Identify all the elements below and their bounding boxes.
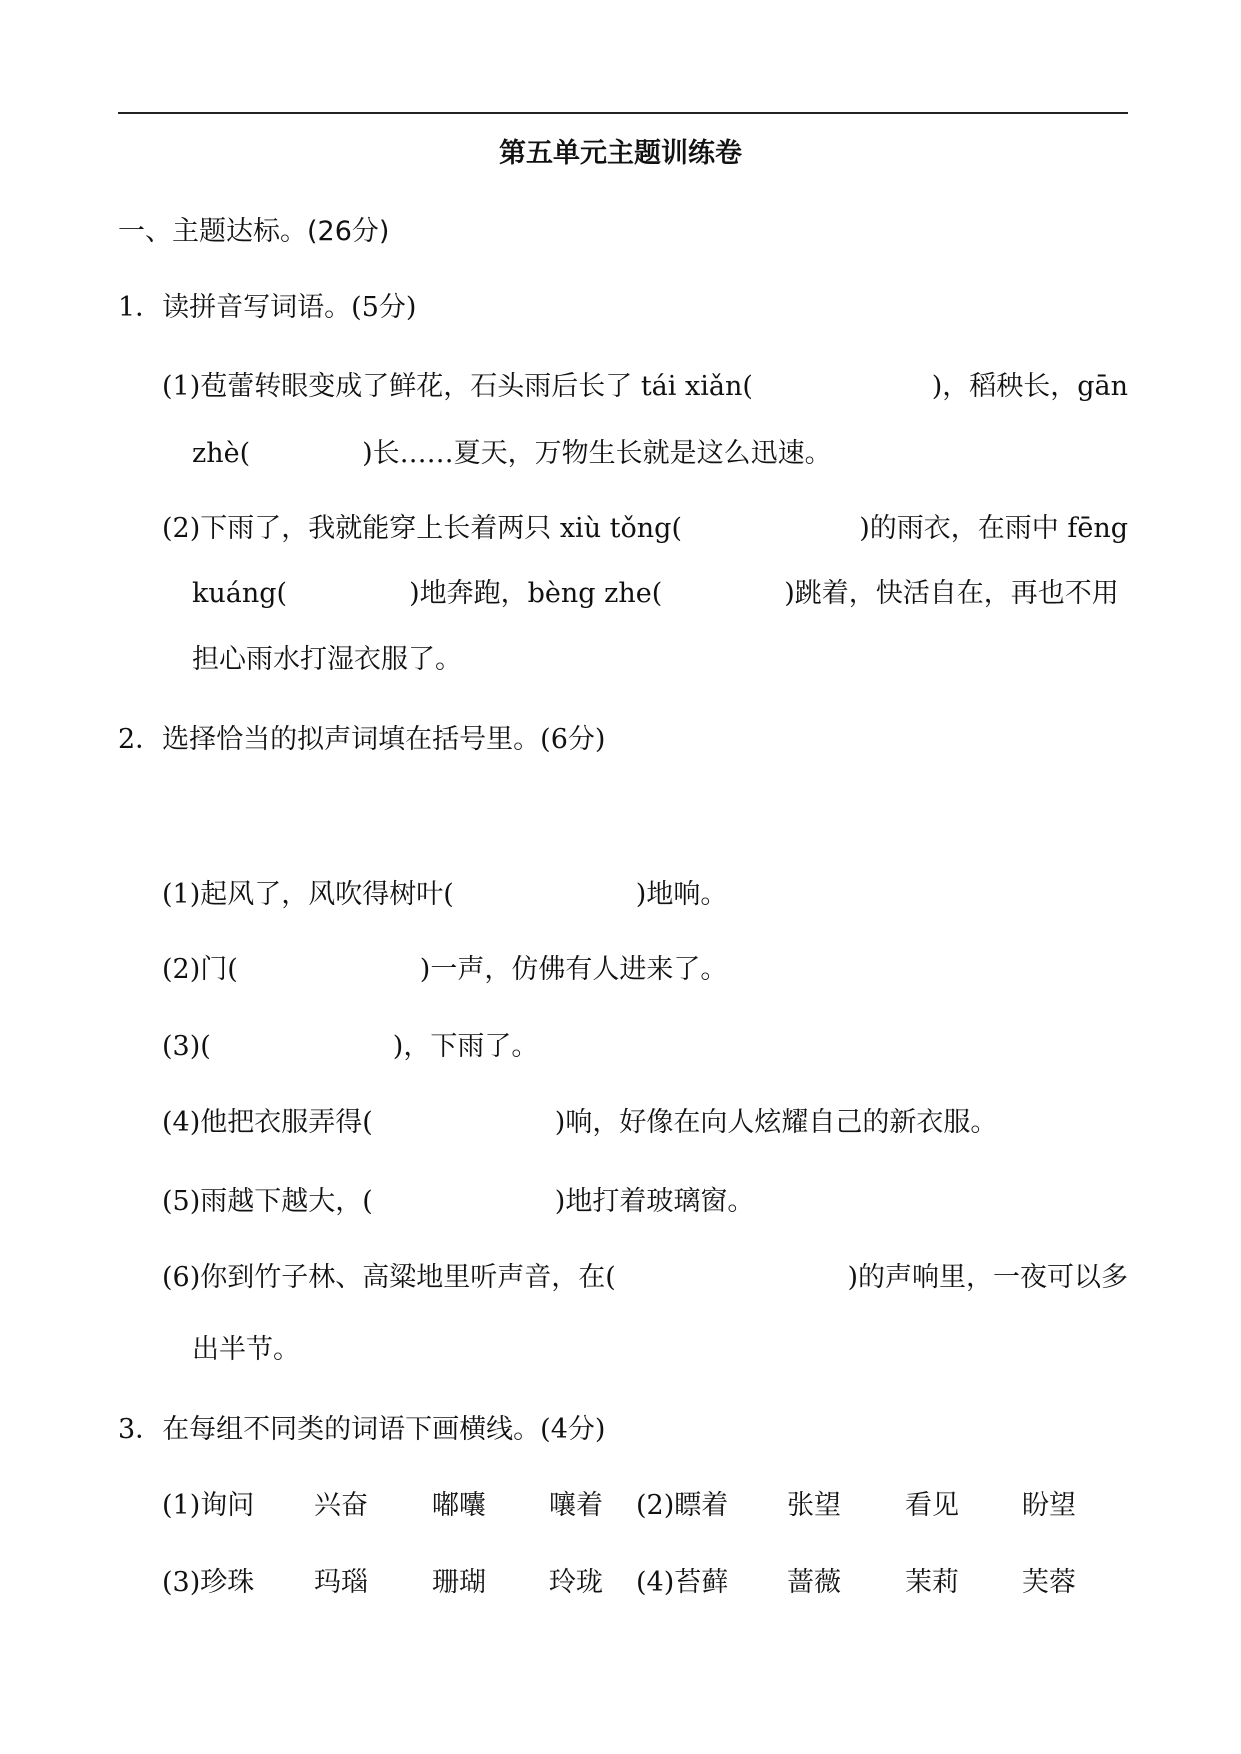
text-segment: )地打着玻璃窗。 [554,1186,755,1217]
text-segment: )跳着，快活自在，再也不用 [784,578,1119,609]
text-segment: (3)( [162,1031,211,1062]
q1-item-2-line-3: 担心雨水打湿衣服了。 [192,644,462,675]
q2-item-3 [162,1027,538,1067]
text-segment: (6)你到竹子林、高粱地里听声音，在( [162,1262,616,1293]
text-segment: zhè( [192,438,251,469]
q1-item-2-line-1 [162,509,1128,549]
answer-blank[interactable] [717,509,825,549]
word-item[interactable]: 张望 [787,1490,841,1521]
question-1-heading: 1．读拼音写词语。(5分) [118,292,417,323]
text-segment: (2)下雨了，我就能穿上长着两只 xiù tǒng( [162,513,682,544]
word-item[interactable]: 芙蓉 [1022,1567,1076,1598]
word-item[interactable]: 玛瑙 [314,1567,368,1598]
word-item[interactable]: 茉莉 [905,1567,959,1598]
word-item[interactable]: 嘟囔 [432,1490,486,1521]
word-item[interactable]: 兴奋 [314,1490,368,1521]
text-segment: kuáng( [192,578,288,609]
answer-blank[interactable] [657,1258,807,1298]
question-2-heading: 2．选择恰当的拟声词填在括号里。(6分) [118,724,606,755]
q1-item-1-line-2 [192,434,832,474]
word-item[interactable]: 看见 [905,1490,959,1521]
text-segment: )地响。 [635,879,728,910]
text-segment: )的雨衣，在雨中 fēng [859,513,1128,544]
text-segment: )长……夏天，万物生长就是这么迅速。 [362,438,832,469]
text-segment: )一声，仿佛有人进来了。 [419,954,728,985]
word-item[interactable]: (4)苔藓 [636,1567,729,1598]
q2-item-2 [162,950,727,990]
text-segment: )，下雨了。 [392,1031,539,1062]
q2-item-1 [162,875,727,915]
text-segment: )，稻秧长，gān [931,371,1128,402]
q2-item-4 [162,1103,997,1143]
text-segment: )地奔跑，bèng zhe( [409,578,663,609]
text-segment: )的声响里，一夜可以多 [847,1262,1128,1293]
word-item[interactable]: 玲珑 [549,1567,603,1598]
word-item[interactable]: (3)珍珠 [162,1567,255,1598]
word-item[interactable]: 蔷薇 [787,1567,841,1598]
q1-item-2-line-2 [192,574,1119,614]
answer-blank[interactable] [788,367,896,407]
text-segment: (1)起风了，风吹得树叶( [162,879,454,910]
section-heading: 一、主题达标。(26分) [118,216,390,247]
word-item[interactable]: (2)瞟着 [636,1490,729,1521]
word-item[interactable]: 嚷着 [549,1490,603,1521]
word-item[interactable]: 盼望 [1022,1490,1076,1521]
text-segment: )响，好像在向人炫耀自己的新衣服。 [554,1107,998,1138]
text-segment: (1)苞蕾转眼变成了鲜花，石头雨后长了 tái xiǎn( [162,371,753,402]
q1-item-1-line-1 [162,367,1128,407]
text-segment: (2)门( [162,954,238,985]
q2-item-6-line-1 [162,1258,1128,1298]
word-item[interactable]: (1)询问 [162,1490,255,1521]
q2-item-5 [162,1182,754,1222]
page-title: 第五单元主题训练卷 [499,138,742,169]
question-3-heading: 3．在每组不同类的词语下画横线。(4分) [118,1414,606,1445]
text-segment: (4)他把衣服弄得( [162,1107,373,1138]
top-rule [118,112,1128,114]
q2-item-6-line-2: 出半节。 [192,1334,300,1365]
text-segment: (5)雨越下越大，( [162,1186,373,1217]
word-item[interactable]: 珊瑚 [432,1567,486,1598]
